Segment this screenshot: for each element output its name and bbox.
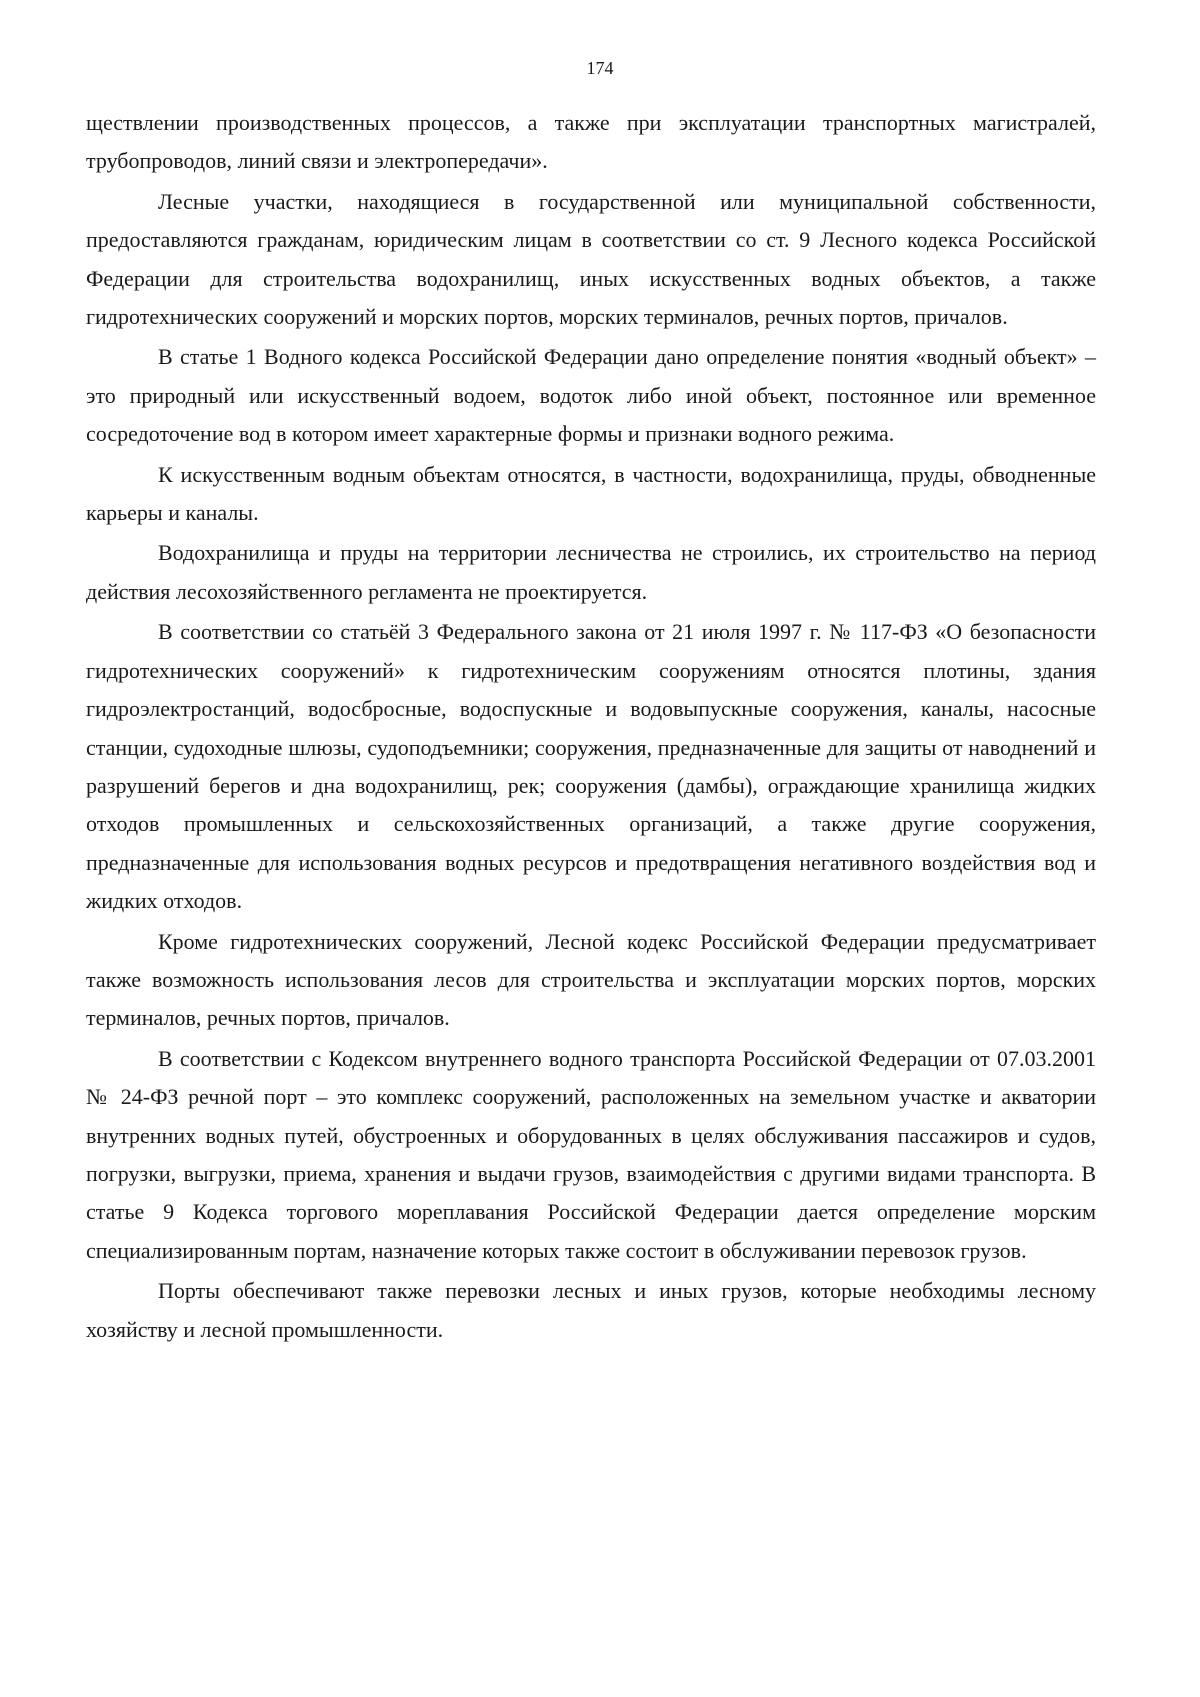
paragraph: Кроме гидротехнических сооружений, Лесной кодекс Российской Федерации предусматривает также возможность использования лесов для строительства и эксплуатации морских портов, морских терминалов, речных портов, причалов.: [86, 928, 1096, 1031]
paragraph: Лесные участки, находящиеся в государственной или муниципальной собственности, предоставляются гражданам, юридическим лицам в соответствии со ст. 9 Лесного кодекса Российской Федерации для строительства водохранилищ, иных искусственных водных объектов, а также гидротехнических сооружений и морских портов, морских терминалов, речных портов, причалов.: [86, 188, 1096, 330]
text-body: [86, 104, 1096, 1351]
paragraph: ществлении производственных процессов, а также при эксплуатации транспортных магистралей, трубопроводов, линий связи и электропередачи».: [86, 110, 1096, 174]
paragraph: В соответствии со статьёй 3 Федерального закона от 21 июля 1997 г. № 117-ФЗ «О безопасности гидротехнических сооружений» к гидротехническим сооружениям относятся плотины, здания гидроэлектростанций, водосбросные, водоспускные и водовыпускные сооружения, каналы, насосные станции, судоходные шлюзы, судоподъемники; сооружения, предназначенные для защиты от наводнений и разрушений берегов и дна водохранилищ, рек; сооружения (дамбы), ограждающие хранилища жидких отходов промышленных и сельскохозяйственных организаций, а также другие сооружения, предназначенные для использования водных ресурсов и предотвращения негативного воздействия вод и жидких отходов.: [86, 619, 1096, 914]
page-number: 174: [586, 58, 614, 78]
paragraph: В соответствии с Кодексом внутреннего водного транспорта Российской Федерации от 07.03.2001 № 24-ФЗ речной порт – это комплекс сооружений, расположенных на земельном участке и акватории внутренних водных путей, обустроенных и оборудованных в целях обслуживания пассажиров и судов, погрузки, выгрузки, приема, хранения и выдачи грузов, взаимодействия с другими видами транспорта. В статье 9 Кодекса торгового мореплавания Российской Федерации дается определение морским специализированным портам, назначение которых также состоит в обслуживании перевозок грузов.: [86, 1045, 1096, 1263]
paragraph: В статье 1 Водного кодекса Российской Федерации дано определение понятия «водный объект» – это природный или искусственный водоем, водоток либо иной объект, постоянное или временное сосредоточение вод в котором имеет характерные формы и признаки водного режима.: [86, 344, 1096, 447]
paragraph: Порты обеспечивают также перевозки лесных и иных грузов, которые необходимы лесному хозяйству и лесной промышленности.: [86, 1278, 1096, 1342]
paragraph: Водохранилища и пруды на территории лесничества не строились, их строительство на период действия лесохозяйственного регламента не проектируется.: [86, 540, 1096, 604]
paragraph: К искусственным водным объектам относятся, в частности, водохранилища, пруды, обводненные карьеры и каналы.: [86, 461, 1096, 526]
